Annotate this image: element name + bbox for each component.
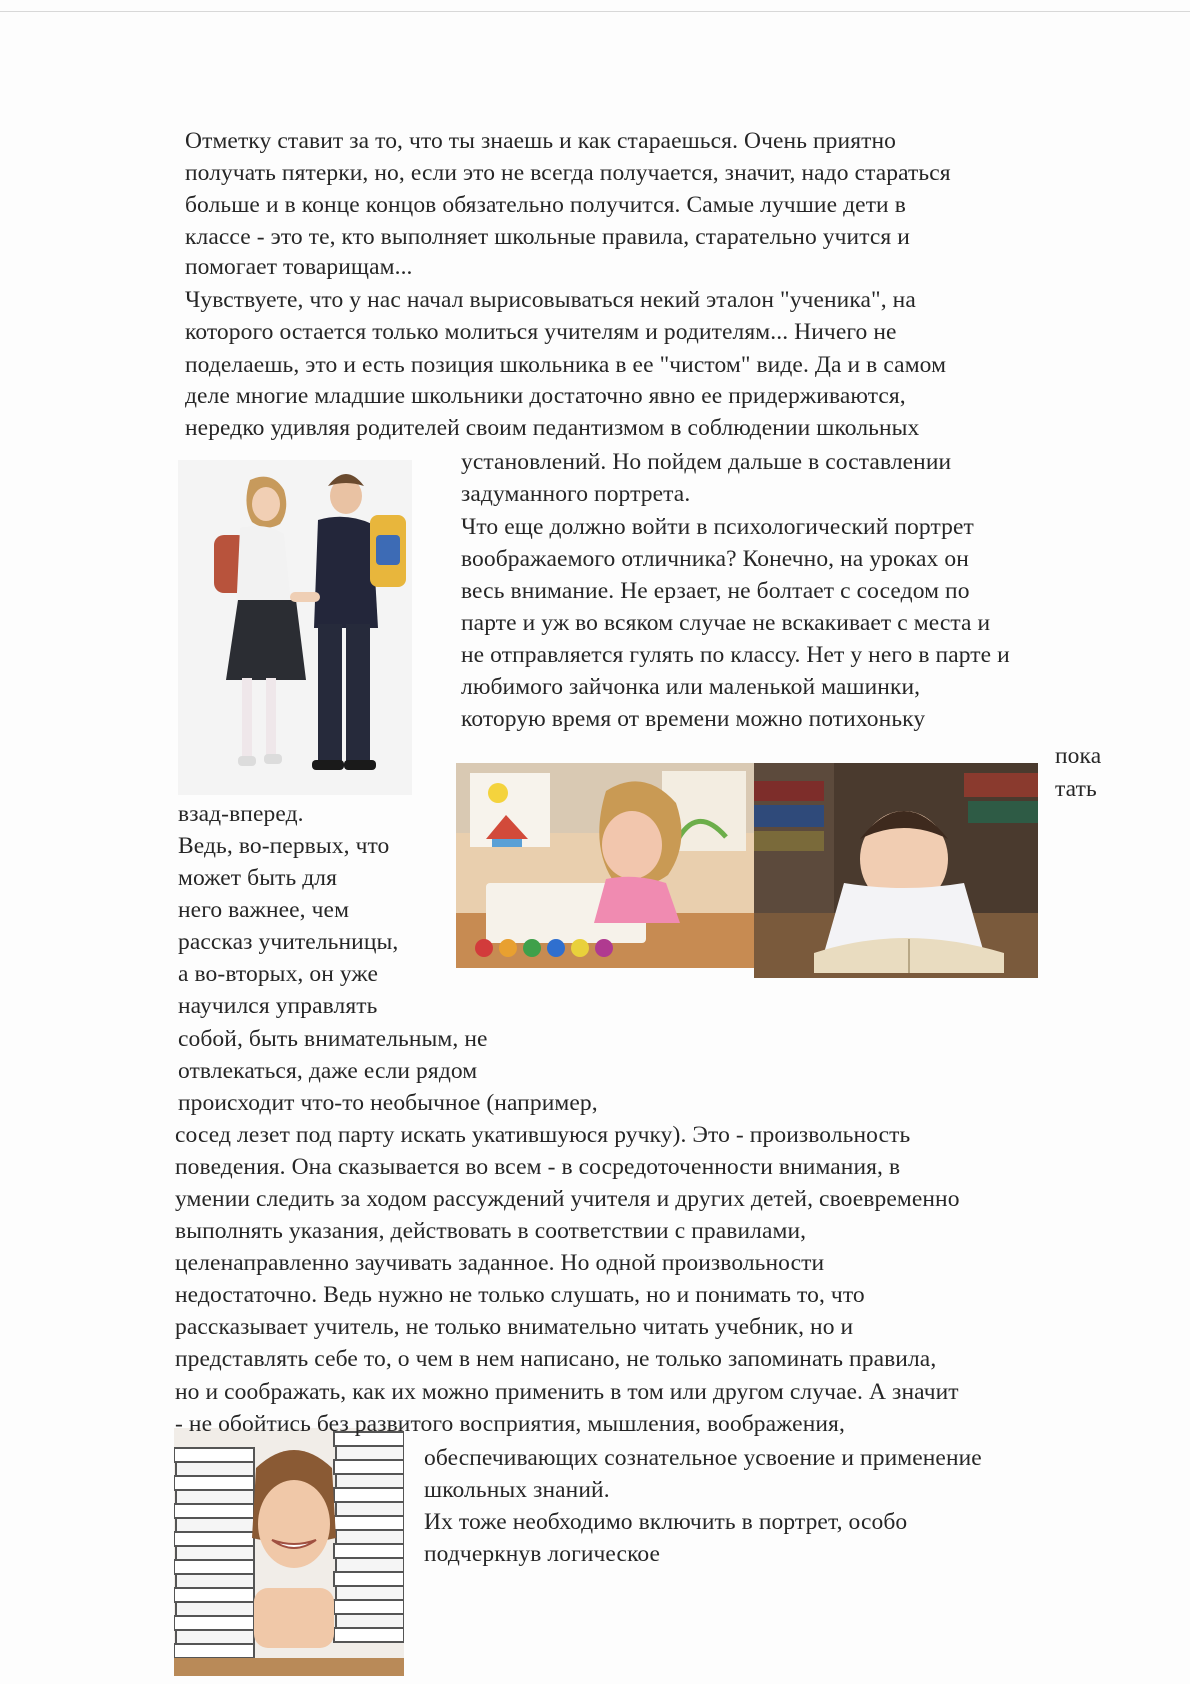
text-line: него важнее, чем [178, 897, 350, 923]
text-line: но и соображать, как их можно применить в том или другом случае. А значит [175, 1379, 959, 1405]
text-line: целенаправленно заучивать заданное. Но одной произвольности [175, 1250, 825, 1276]
text-line: воображаемого отличника? Конечно, на уроках он [461, 546, 969, 572]
text-line: собой, быть внимательным, не [178, 1026, 488, 1052]
text-line: рассказ учительницы, [178, 929, 399, 955]
text-line: недостаточно. Ведь нужно не только слушать, но и понимать то, что [175, 1282, 865, 1308]
text-line: а во-вторых, он уже [178, 961, 378, 987]
text-line: получать пятерки, но, если это не всегда получается, значит, надо стараться [185, 160, 951, 186]
text-line: Ведь, во-первых, что [178, 833, 390, 859]
text-line: любимого зайчонка или маленькой машинки, [461, 674, 921, 700]
text-line: тать [1055, 776, 1097, 802]
text-line: пока [1055, 743, 1102, 769]
text-line: представлять себе то, о чем в нем написано, не только запоминать правила, [175, 1346, 937, 1372]
text-line: школьных знаний. [424, 1477, 610, 1503]
text-line: рассказывает учитель, не только внимательно читать учебник, но и [175, 1314, 854, 1340]
text-line: деле многие младшие школьники достаточно явно ее придерживаются, [185, 383, 906, 409]
text-line: которого остается только молиться учителям и родителям... Ничего не [185, 319, 897, 345]
text-line: помогает товарищам... [185, 254, 413, 280]
text-line: нередко удивляя родителей своим педантизмом в соблюдении школьных [185, 415, 920, 441]
text-line: умении следить за ходом рассуждений учителя и других детей, своевременно [175, 1186, 960, 1212]
text-line: происходит что-то необычное (например, [178, 1090, 598, 1116]
text-line: Чувствуете, что у нас начал вырисовываться некий эталон "ученика", на [185, 287, 916, 313]
text-line: Отметку ставит за то, что ты знаешь и как стараешься. Очень приятно [185, 128, 897, 154]
text-line: парте и уж во всяком случае не вскакивает с места и [461, 610, 991, 636]
text-line: - не обойтись без развитого восприятия, мышления, воображения, [175, 1411, 845, 1437]
text-line: не отправляется гулять по классу. Нет у него в парте и [461, 642, 1010, 668]
text-line: Что еще должно войти в психологический портрет [461, 514, 974, 540]
text-line: весь внимание. Не ерзает, не болтает с соседом по [461, 578, 970, 604]
text-line: поведения. Она сказывается во всем - в сосредоточенности внимания, в [175, 1154, 901, 1180]
text-line: установлений. Но пойдем дальше в составлении [461, 449, 952, 475]
text-line: отвлекаться, даже если рядом [178, 1058, 478, 1084]
text-line: взад-вперед. [178, 801, 304, 827]
text-line: обеспечивающих сознательное усвоение и применение [424, 1445, 982, 1471]
text-line: научился управлять [178, 993, 378, 1019]
text-line: поделаешь, это и есть позиция школьника в ее "чистом" виде. Да и в самом [185, 352, 947, 378]
text-line: которую время от времени можно потихоньку [461, 706, 926, 732]
text-line: выполнять указания, действовать в соответствии с правилами, [175, 1218, 807, 1244]
text-line: классе - это те, кто выполняет школьные правила, старательно учится и [185, 224, 910, 250]
text-line: может быть для [178, 865, 338, 891]
text-line: Их тоже необходимо включить в портрет, особо [424, 1509, 908, 1535]
text-line: подчеркнув логическое [424, 1541, 661, 1567]
text-line: сосед лезет под парту искать укатившуюся ручку). Это - произвольность [175, 1122, 911, 1148]
text-line: больше и в конце концов обязательно получится. Самые лучшие дети в [185, 192, 906, 218]
text-line: задуманного портрета. [461, 481, 691, 507]
